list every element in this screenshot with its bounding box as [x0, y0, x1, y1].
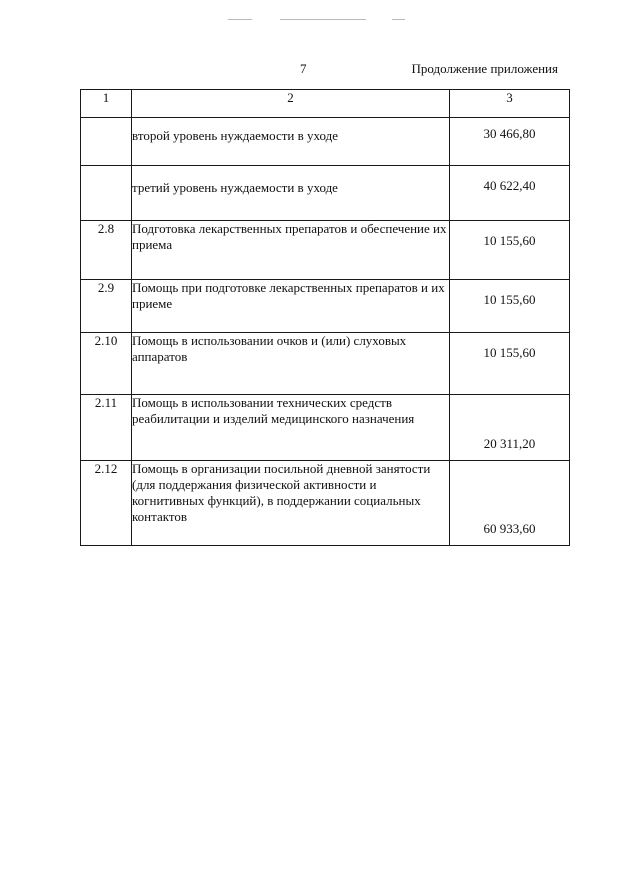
table-row — [81, 166, 570, 221]
row-description: третий уровень нуждаемости в уходе — [132, 166, 450, 221]
scan-artifact-lines — [0, 19, 640, 23]
row-value: 10 155,60 — [450, 333, 570, 395]
column-number-row — [81, 90, 570, 118]
row-description: Подготовка лекарственных препаратов и обеспечение их приема — [132, 221, 450, 280]
row-number: 2.11 — [81, 395, 132, 461]
row-description: второй уровень нуждаемости в уходе — [132, 118, 450, 166]
row-value: 10 155,60 — [450, 221, 570, 280]
page-number: 7 — [300, 61, 307, 76]
row-number: 2.9 — [81, 280, 132, 333]
table-row — [81, 280, 570, 333]
row-value: 40 622,40 — [450, 166, 570, 221]
row-value: 30 466,80 — [450, 118, 570, 166]
row-value: 20 311,20 — [450, 395, 570, 461]
row-description: Помощь в использовании очков и (или) слуховых аппаратов — [132, 333, 450, 395]
scan-artifact-line — [228, 19, 252, 20]
column-number-1: 1 — [81, 90, 132, 118]
table-row — [81, 221, 570, 280]
row-number: 2.8 — [81, 221, 132, 280]
table-row — [81, 395, 570, 461]
scan-artifact-line — [392, 19, 405, 20]
row-description: Помощь при подготовке лекарственных препаратов и их приеме — [132, 280, 450, 333]
table-row — [81, 118, 570, 166]
row-number: 2.12 — [81, 461, 132, 546]
row-number: 2.10 — [81, 333, 132, 395]
scan-artifact-line — [280, 19, 366, 20]
row-number — [81, 118, 132, 166]
table-row — [81, 333, 570, 395]
table-row — [81, 461, 570, 546]
row-description: Помощь в использовании технических средств реабилитации и изделий медицинского назначения — [132, 395, 450, 461]
column-number-2: 2 — [132, 90, 450, 118]
row-description: Помощь в организации посильной дневной занятости (для поддержания физической активности и когнитивных функций), в поддержании социальных контактов — [132, 461, 450, 546]
column-number-3: 3 — [450, 90, 570, 118]
row-value: 10 155,60 — [450, 280, 570, 333]
row-value: 60 933,60 — [450, 461, 570, 546]
row-number — [81, 166, 132, 221]
header-caption: Продолжение приложения — [411, 61, 558, 76]
services-table — [80, 89, 570, 546]
